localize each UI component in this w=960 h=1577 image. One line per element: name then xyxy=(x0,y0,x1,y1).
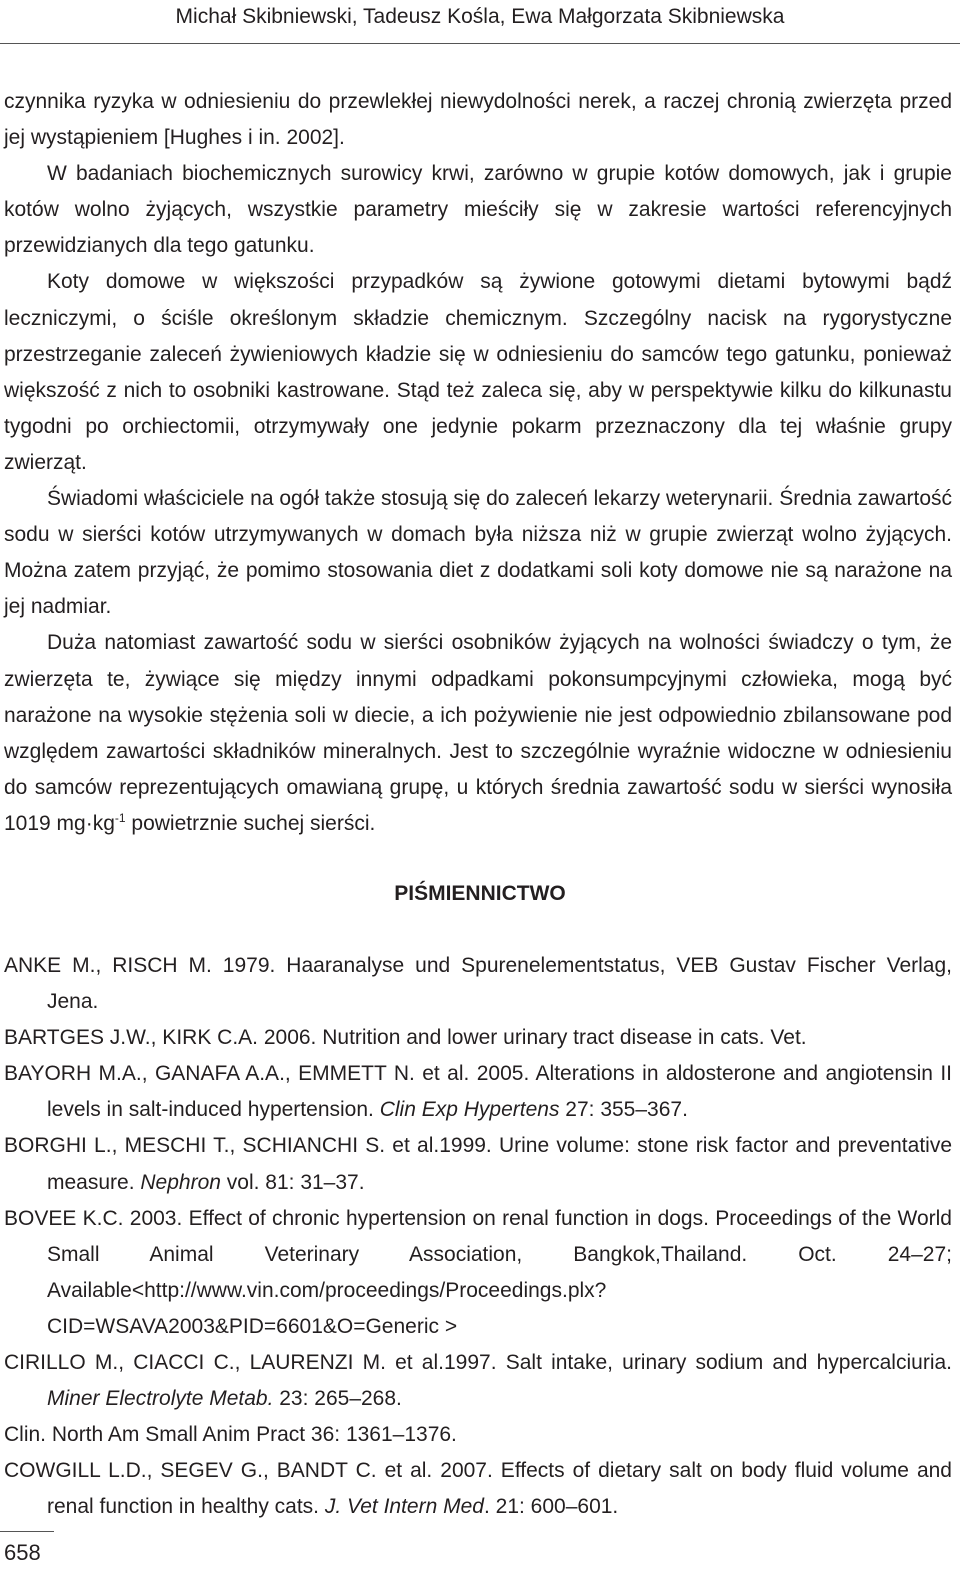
paragraph: czynnika ryzyka w odniesieniu do przewlekłej niewydolności nerek, a raczej chronią zwierzęta przed jej wystąpieniem [Hughes i in. 2002]. xyxy=(4,90,952,150)
reference-text: BORGHI L., MESCHI T., SCHIANCHI S. et al.1999. Urine volume: stone risk factor and preventative measure. xyxy=(4,1134,952,1194)
reference-text: COWGILL L.D., SEGEV G., BANDT C. et al. 2007. Effects of dietary salt on body fluid volume and renal function in healthy cats. xyxy=(4,1459,952,1519)
reference-item xyxy=(4,1417,952,1453)
reference-item xyxy=(4,1128,952,1200)
reference-item xyxy=(4,1056,952,1128)
page-number: 658 xyxy=(4,1540,41,1565)
reference-item xyxy=(4,1453,952,1525)
journal-name: Nephron xyxy=(140,1170,221,1194)
header-divider xyxy=(0,43,960,44)
reference-text: ANKE M., RISCH M. 1979. Haaranalyse und Spurenelementstatus, VEB Gustav Fischer Verlag, Jena. xyxy=(4,954,952,1014)
reference-text: BARTGES J.W., KIRK C.A. 2006. Nutrition and lower urinary tract disease in cats. Vet. xyxy=(4,1026,807,1050)
reference-list xyxy=(4,948,952,1526)
reference-tail: 27: 355–367. xyxy=(559,1098,688,1122)
body-text xyxy=(4,84,952,842)
journal-name: J. Vet Intern Med xyxy=(324,1495,484,1519)
journal-name: Clin Exp Hypertens xyxy=(379,1098,560,1122)
reference-tail: 23: 265–268. xyxy=(273,1387,402,1411)
journal-name: Miner Electrolyte Metab. xyxy=(47,1387,274,1411)
reference-item xyxy=(4,1201,952,1345)
paragraph: Koty domowe w większości przypadków są żywione gotowymi dietami bytowymi bądź leczniczymi, o ściśle określonym składzie chemicznym. Szczególny nacisk na rygorystyczne przestrzeganie zaleceń żywieniowych kładzie się w odniesieniu do samców tego gatunku, ponieważ większość z nich to osobniki kastrowane. Stąd też zaleca się, aby w perspektywie kilku do kilkunastu tygodni po orchiectomii, otrzymywały one jedynie pokarm przeznaczony dla tej właśnie grupy zwierząt. xyxy=(4,270,952,474)
reference-item xyxy=(4,1345,952,1417)
reference-text: CIRILLO M., CIACCI C., LAURENZI M. et al.1997. Salt intake, urinary sodium and hypercalciuria. xyxy=(4,1351,952,1375)
reference-text: BOVEE K.C. 2003. Effect of chronic hypertension on renal function in dogs. Proceedings of the World Small Animal Veterinary Association, Bangkok,Thailand. Oct. 24–27; Available<http://www.vin.com/proceedings/Proceedings.plx?CID=WSAVA2003&PID=6601&O=Generic > xyxy=(4,1206,952,1338)
paragraph-last xyxy=(4,625,952,842)
reference-tail: . 21: 600–601. xyxy=(483,1495,619,1519)
superscript: -1 xyxy=(114,810,126,825)
paragraph: Świadomi właściciele na ogół także stosują się do zaleceń lekarzy weterynarii. Średnia zawartość sodu w sierści kotów utrzymywanych w domach była niższa niż w grupie zwierząt wolno żyjących. Można zatem przyjąć, że pomimo stosowania diet z dodatkami soli koty domowe nie są narażone na jej nadmiar. xyxy=(4,487,952,619)
running-header: Michał Skibniewski, Tadeusz Kośla, Ewa Małgorzata Skibniewska xyxy=(175,5,785,28)
paragraph: W badaniach biochemicznych surowicy krwi, zarówno w grupie kotów domowych, jak i grupie kotów wolno żyjących, wszystkie parametry mieściły się w zakresie wartości referencyjnych przewidzianych dla tego gatunku. xyxy=(4,162,952,258)
reference-item xyxy=(4,948,952,1020)
reference-text: Clin. North Am Small Anim Pract 36: 1361–1376. xyxy=(4,1423,457,1447)
paragraph-text: Duża natomiast zawartość sodu w sierści osobników żyjących na wolności świadczy o tym, że zwierzęta te, żywiące się między innymi odpadkami pokonsumpcyjnymi człowieka, mogą być narażone na wysokie stężenia soli w diecie, a ich pożywienie nie jest odpowiednio zbilansowane pod względem zawartości składników mineralnych. Jest to szczególnie wyraźnie widoczne w odniesieniu do samców reprezentujących omawianą grupę, u których średnia zawartość sodu w sierści wynosiła 1019 mg·kg xyxy=(4,631,952,835)
reference-item xyxy=(4,1020,952,1056)
section-title: PIŚMIENNICTWO xyxy=(394,882,566,905)
paragraph-tail: powietrznie suchej sierści. xyxy=(125,811,376,835)
reference-text: BAYORH M.A., GANAFA A.A., EMMETT N. et al. 2005. Alterations in aldosterone and angiotensin II levels in salt-induced hypertension. xyxy=(4,1062,952,1122)
footer-divider xyxy=(0,1531,54,1532)
reference-tail: vol. 81: 31–37. xyxy=(220,1170,365,1194)
